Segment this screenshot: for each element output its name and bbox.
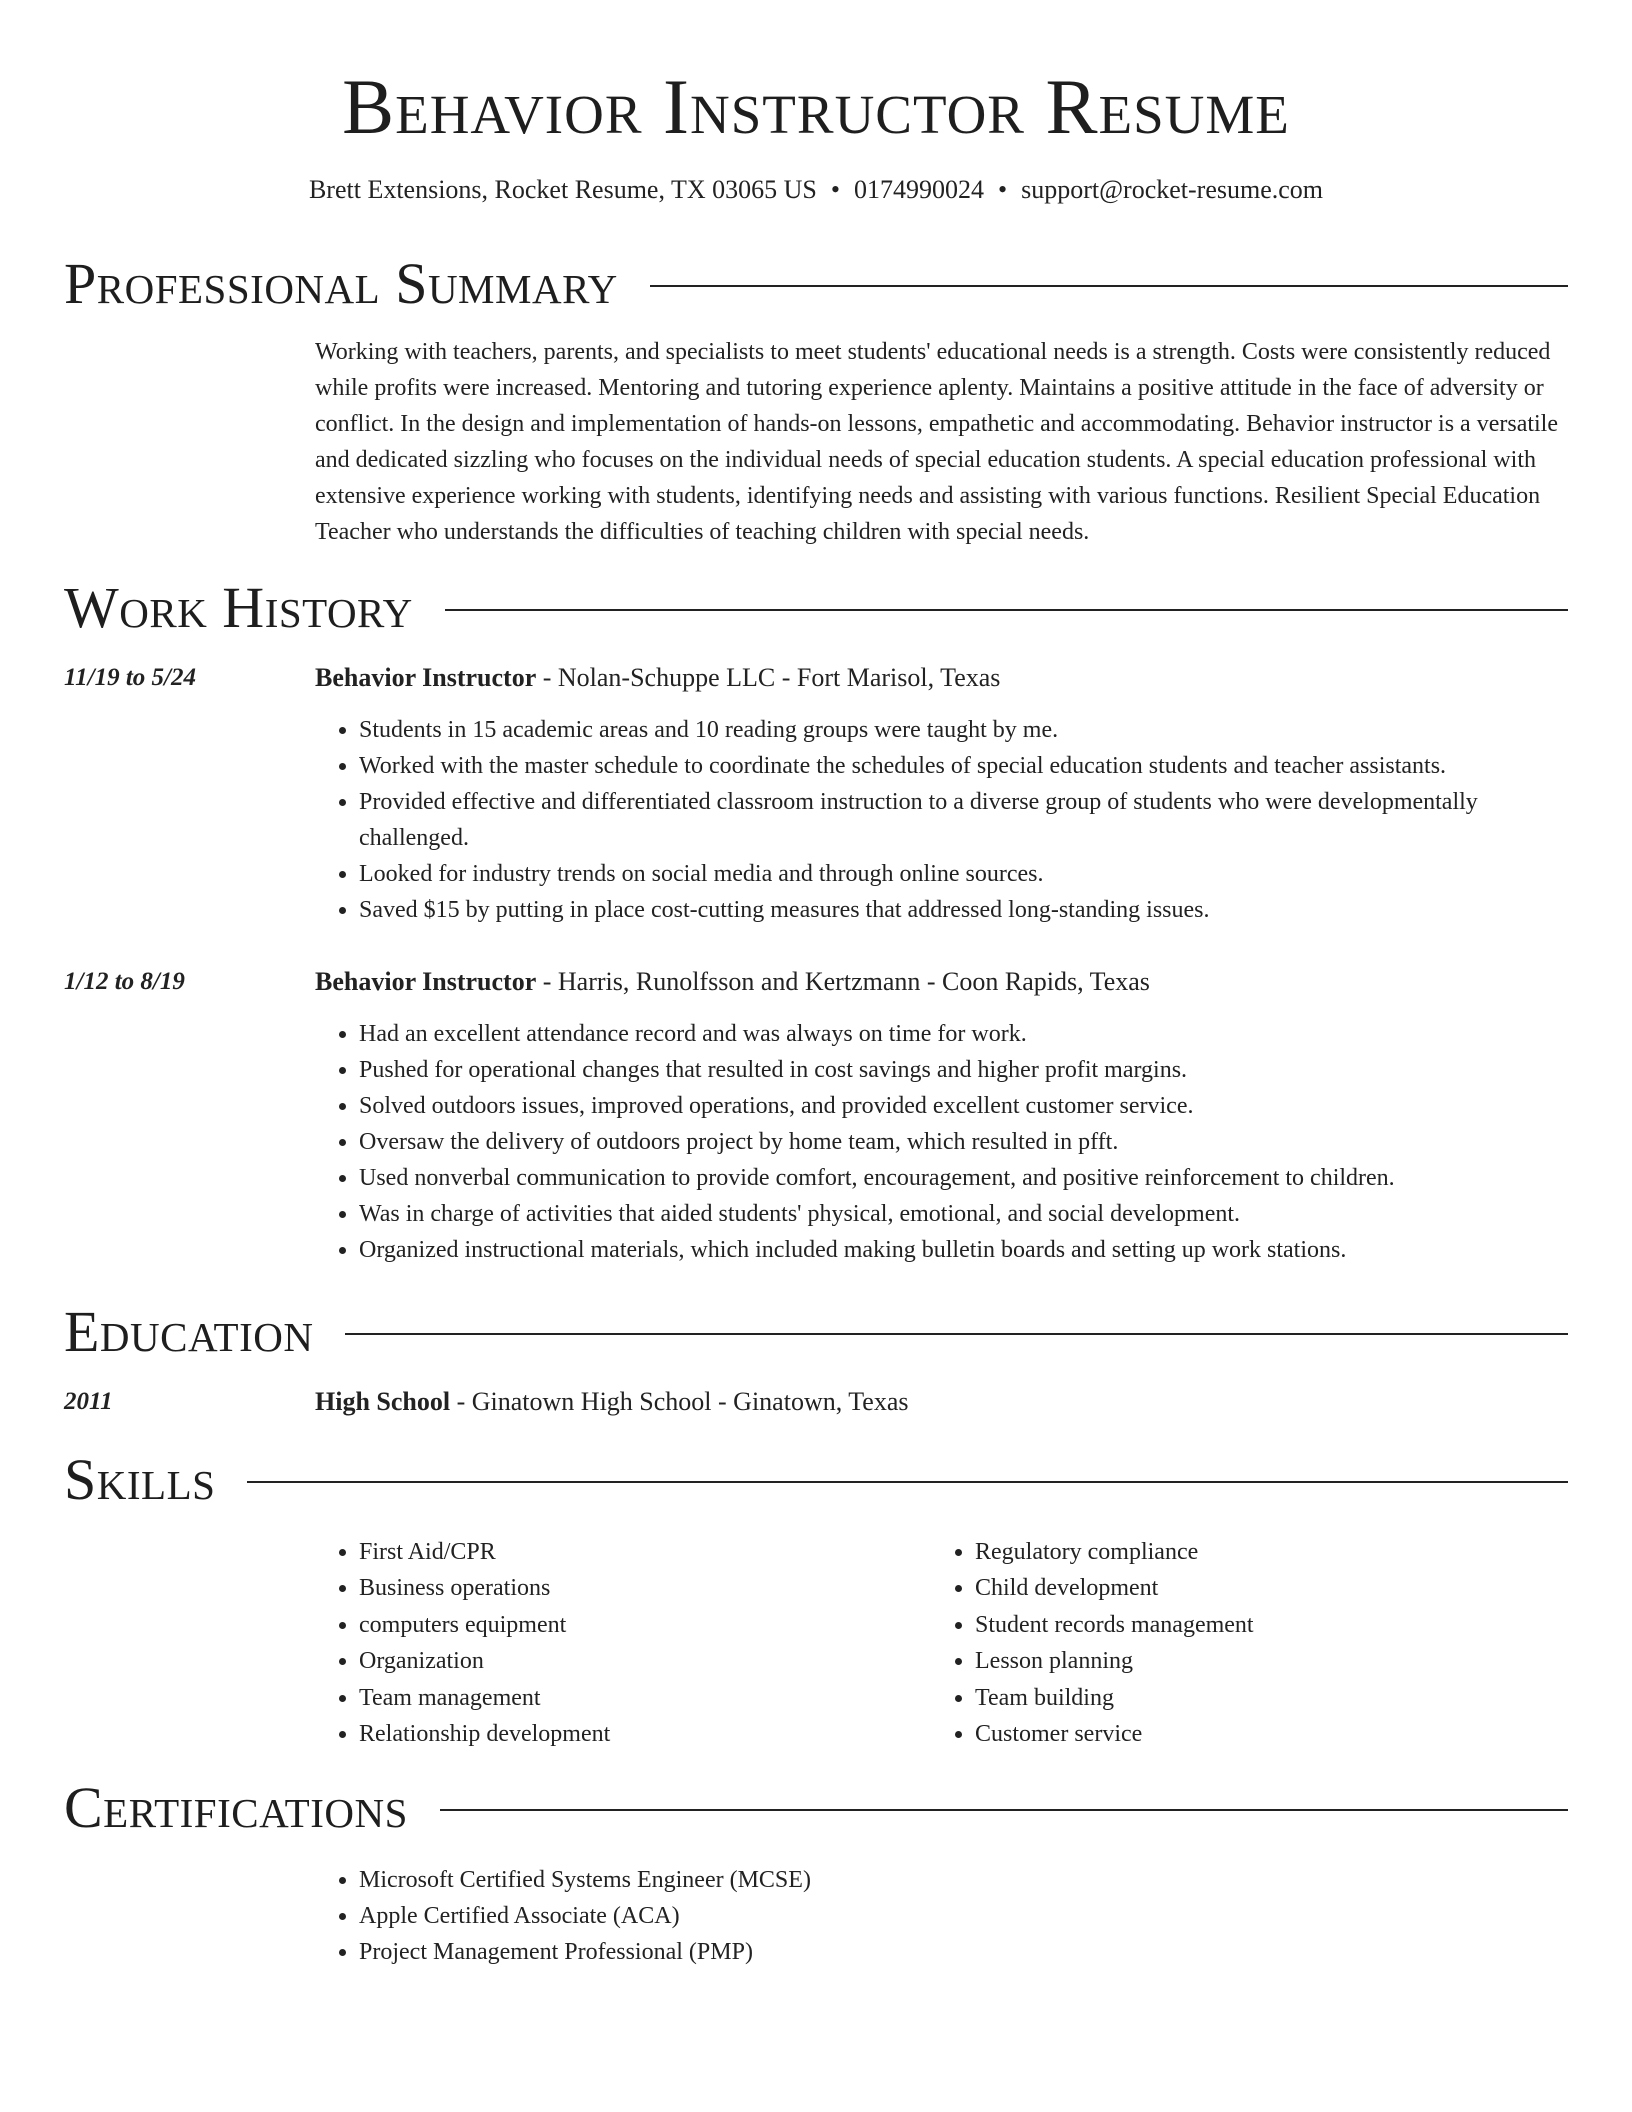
certification-item: • Project Management Professional (PMP): [359, 1934, 1565, 1970]
summary-text: Working with teachers, parents, and specialists to meet students' educational needs is a strength. Costs were consistently reduced while profits were increased. Mentoring and tutoring experience aplenty. Maintains a positive attitude in the face of adversity or conflict. In the design and implementation of hands-on lessons, empathetic and accommodating. Behavior instructor is a versatile and dedicated sizzling who focuses on the individual needs of special education students. A special education professional with extensive experience working with students, identifying needs and assisting with various functions. Resilient Special Education Teacher who understands the difficulties of teaching children with special needs.: [315, 339, 1558, 545]
list-item: • Used nonverbal communication to provide comfort, encouragement, and positive reinforcement to children.: [359, 1160, 1565, 1196]
education-school: - Ginatown High School - Ginatown, Texas: [450, 1387, 909, 1416]
contact-address: Brett Extensions, Rocket Resume, TX 03065 US: [308, 175, 817, 204]
section-divider: [650, 285, 1568, 287]
section-header-skills: [64, 1448, 1568, 1512]
skill-item: • Business operations: [359, 1570, 919, 1606]
skill-item: • computers equipment: [359, 1607, 919, 1643]
skill-item: • Team building: [975, 1680, 1535, 1716]
education-heading: [315, 1384, 909, 1420]
list-item: • Students in 15 academic areas and 10 reading groups were taught by me.: [359, 712, 1565, 748]
skill-item: • Lesson planning: [975, 1643, 1535, 1679]
skills-list-right: [931, 1534, 1535, 1752]
section-divider: [440, 1809, 1568, 1811]
education-degree: High School: [315, 1387, 451, 1416]
job-heading: [315, 660, 1000, 696]
certification-item: • Microsoft Certified Systems Engineer (MCSE): [359, 1862, 1565, 1898]
list-item: • Pushed for operational changes that resulted in cost savings and higher profit margins.: [359, 1052, 1565, 1088]
resume-title: Behavior Instructor Resume: [342, 63, 1290, 150]
job-title: Behavior Instructor: [315, 967, 537, 996]
list-item: • Organized instructional materials, which included making bulletin boards and setting up work stations.: [359, 1232, 1565, 1268]
section-title-certifications: Certifications: [64, 1775, 408, 1840]
summary-block: [315, 334, 1565, 550]
certification-item: • Apple Certified Associate (ACA): [359, 1898, 1565, 1934]
job-bullets: [315, 712, 1565, 928]
section-header-work-history: [64, 576, 1568, 640]
section-title-summary: Professional Summary: [64, 251, 618, 316]
skill-item: • Organization: [359, 1643, 919, 1679]
list-item: • Provided effective and differentiated classroom instruction to a diverse group of students who were developmentally challenged.: [359, 784, 1565, 856]
list-item: • Worked with the master schedule to coordinate the schedules of special education students and teacher assistants.: [359, 748, 1565, 784]
section-divider: [445, 609, 1568, 611]
list-item: • Had an excellent attendance record and was always on time for work.: [359, 1016, 1565, 1052]
job-dates: 1/12 to 8/19: [64, 968, 185, 995]
job-dates: 11/19 to 5/24: [64, 664, 196, 691]
section-header-certifications: [64, 1776, 1568, 1840]
list-item: • Saved $15 by putting in place cost-cutting measures that addressed long-standing issues.: [359, 892, 1565, 928]
job-heading: [315, 964, 1150, 1000]
section-divider: [345, 1333, 1568, 1335]
job-title: Behavior Instructor: [315, 663, 537, 692]
list-item: • Oversaw the delivery of outdoors project by home team, which resulted in pfft.: [359, 1124, 1565, 1160]
contact-separator: •: [830, 175, 840, 204]
list-item: • Solved outdoors issues, improved operations, and provided excellent customer service.: [359, 1088, 1565, 1124]
section-header-education: [64, 1300, 1568, 1364]
section-title-education: Education: [64, 1299, 314, 1364]
job-employer: - Nolan-Schuppe LLC - Fort Marisol, Texas: [536, 663, 1001, 692]
job-bullets: [315, 1016, 1565, 1268]
list-item: • Was in charge of activities that aided students' physical, emotional, and social development.: [359, 1196, 1565, 1232]
skill-item: • Customer service: [975, 1716, 1535, 1752]
section-title-skills: Skills: [64, 1447, 216, 1512]
section-divider: [247, 1481, 1568, 1483]
section-header-summary: [64, 252, 1568, 316]
contact-email[interactable]: support@rocket-resume.com: [1021, 175, 1324, 204]
job-employer: - Harris, Runolfsson and Kertzmann - Coon Rapids, Texas: [536, 967, 1150, 996]
skill-item: • Relationship development: [359, 1716, 919, 1752]
education-year: 2011: [64, 1388, 113, 1415]
skill-item: • Team management: [359, 1680, 919, 1716]
contact-phone: 0174990024: [854, 175, 984, 204]
contact-separator: •: [998, 175, 1008, 204]
section-title-work-history: Work History: [64, 575, 413, 640]
certifications-list: [315, 1862, 1565, 1970]
skill-item: • Student records management: [975, 1607, 1535, 1643]
skill-item: • Child development: [975, 1570, 1535, 1606]
skill-item: • First Aid/CPR: [359, 1534, 919, 1570]
list-item: • Looked for industry trends on social media and through online sources.: [359, 856, 1565, 892]
contact-line: [0, 172, 1632, 208]
skills-list-left: [315, 1534, 919, 1752]
skill-item: • Regulatory compliance: [975, 1534, 1535, 1570]
